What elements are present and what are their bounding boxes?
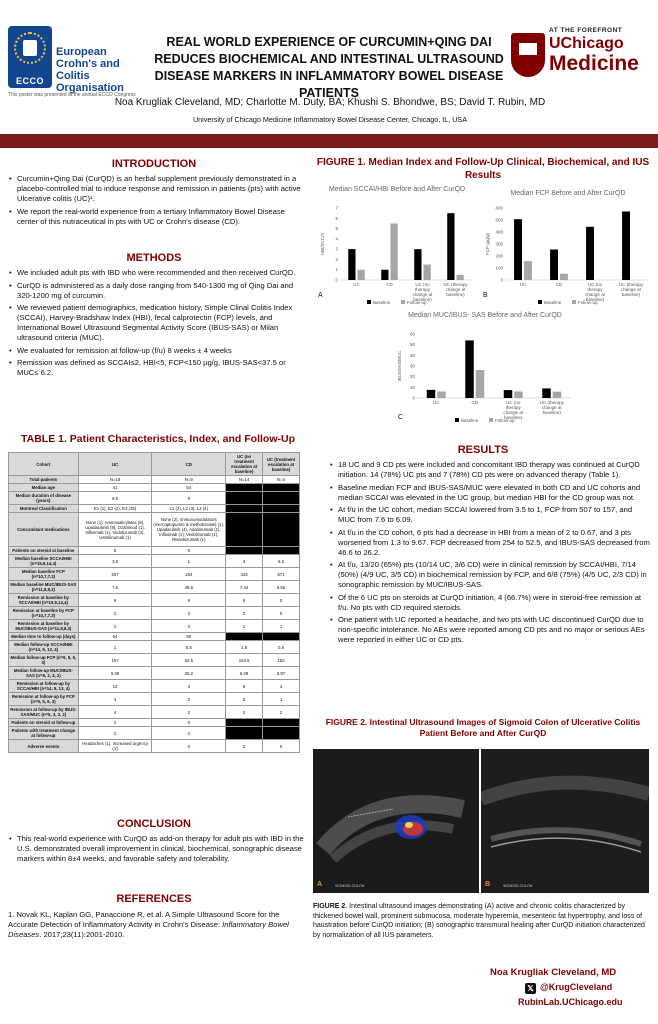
- x-tick-label: therapy: [587, 287, 603, 292]
- uc-name: UChicago: [549, 35, 624, 52]
- table-cell: 2: [226, 740, 263, 753]
- legend-label: Baseline: [461, 418, 479, 423]
- table-cell: [263, 492, 300, 505]
- table-row: [9, 581, 300, 594]
- table-cell: 3: [226, 693, 263, 706]
- row-label: Total patients: [9, 476, 79, 484]
- table-cell: 0: [152, 740, 226, 753]
- table-cell: 5.5: [152, 641, 226, 654]
- conclusion-list: [8, 834, 308, 867]
- table-cell: 5.97: [263, 667, 300, 680]
- row-label: Median baseline FCP (n=10,7,7,3): [9, 568, 79, 581]
- row-label: Patients on steroid at follow-up: [9, 719, 79, 727]
- x-tick-label: change at: [621, 287, 641, 292]
- y-tick-label: 0: [500, 277, 503, 283]
- bar-baseline: [447, 213, 454, 280]
- table-cell: 6: [226, 594, 263, 607]
- table-cell: 0.5: [263, 641, 300, 654]
- y-tick-label: 10: [409, 384, 415, 390]
- y-tick-label: 60: [409, 331, 415, 337]
- table-cell: N=18: [78, 476, 152, 484]
- x-tick-label: CD: [386, 282, 393, 287]
- table-cell: [263, 727, 300, 740]
- list-item: • Remission was defined as SCCAI≤2, HBI<5, FCP<150 µg/g, IBUS-SAS<37.5 or MUC≤ 6.2.: [8, 358, 308, 378]
- list-item: • We evaluated for remission at follow-up (f/u) 8 weeks ± 4 weeks: [8, 346, 308, 356]
- x-tick-label: baseline): [504, 415, 523, 420]
- table-row: [9, 594, 300, 607]
- table-cell: 1: [78, 641, 152, 654]
- row-label: Adverse events: [9, 740, 79, 753]
- row-label: Median follow-up SCCAI/HBI (n=14, 9, 13, 4): [9, 641, 79, 654]
- row-label: Remission at baseline by SCCAI/HBI (n=15,9,14,4): [9, 594, 79, 607]
- y-tick-label: 0: [412, 395, 415, 401]
- table-row: [9, 484, 300, 492]
- table-cell: 152: [263, 654, 300, 667]
- table-cell: 4: [263, 680, 300, 693]
- list-item: • Baseline median FCP and IBUS-SAS/MUC were elevated in both CD and UC cohorts and median SCCAI was elevated in the UC group, but median HBI for the CD group was not.: [329, 483, 651, 503]
- table-cell: 3.5: [78, 555, 152, 568]
- bar-baseline: [504, 390, 512, 398]
- x-tick-label: UC (no: [587, 282, 603, 287]
- contact-name: Noa Krugliak Cleveland, MD: [490, 967, 617, 978]
- reference-end: . 2017;23(11):2001-2010.: [39, 930, 125, 939]
- table-row: [9, 555, 300, 568]
- table-row: [9, 492, 300, 505]
- row-label: Remission at follow-up by SCCAI/HBI (n=14, 9, 13, 4): [9, 680, 79, 693]
- row-label: Median age: [9, 484, 79, 492]
- y-tick-label: 40: [409, 352, 415, 358]
- chart-a-title: Median SCCAI/HBI Before and After CurQD: [328, 186, 466, 193]
- bar-follow-up: [560, 274, 568, 280]
- legend-swatch: [489, 418, 493, 422]
- y-tick-label: 50: [409, 342, 415, 348]
- legend-swatch: [401, 300, 405, 304]
- table-row: [9, 641, 300, 654]
- legend-label: Baseline: [544, 300, 562, 305]
- table-cell: 1.5: [226, 641, 263, 654]
- y-tick-label: 20: [409, 374, 415, 380]
- x-tick-label: UC (therapy: [443, 282, 468, 287]
- table-cell: 0: [263, 740, 300, 753]
- table-cell: 507: [78, 568, 152, 581]
- legend-label: Baseline: [373, 300, 391, 305]
- table-row: [9, 740, 300, 753]
- bar-follow-up: [524, 261, 532, 280]
- table-cell: 50: [152, 633, 226, 641]
- bar-follow-up: [358, 270, 365, 280]
- caption-bold: FIGURE 2: [313, 903, 346, 910]
- ecco-short: ECCO: [15, 76, 44, 86]
- y-tick-label: 600: [495, 205, 503, 211]
- row-label: Median follow-up FCP (n=9, 5, 6, 3): [10, 655, 77, 665]
- y-axis-label: FCP (µg/g): [485, 232, 490, 256]
- y-tick-label: 30: [409, 363, 415, 369]
- reference-item: [8, 910, 308, 940]
- table-cell: [263, 633, 300, 641]
- table-cell: 2: [226, 607, 263, 620]
- us-label-b: SIGMOID COLON: [503, 884, 533, 888]
- legend-swatch: [455, 418, 459, 422]
- contact-url[interactable]: RubinLab.UChicago.edu: [518, 997, 623, 1007]
- y-tick-label: 400: [495, 229, 503, 235]
- table-cell: 1: [263, 693, 300, 706]
- x-tick-label: UC (no: [506, 400, 521, 405]
- list-item: • One patient with UC reported a headache, and two pts with UC discontinued CurQD due to non-specific intolerance. No AEs were reported among CD pts and no major or serious AEs were reported in either UC or CD pts.: [329, 615, 651, 645]
- x-tick-label: CD: [471, 400, 478, 405]
- table-row: [9, 476, 300, 484]
- y-axis-label: IBUSSAS/MUC: [397, 350, 402, 382]
- table-cell: E1 (1), E2 (2), E3 (15): [78, 505, 152, 513]
- label-a: A: [317, 881, 323, 888]
- table-cell: [263, 719, 300, 727]
- bar-baseline: [465, 340, 473, 398]
- x-tick-label: UC: [353, 282, 360, 287]
- table1-heading: TABLE 1. Patient Characteristics, Index, and Follow-Up: [20, 433, 296, 445]
- table-cell: 3: [226, 555, 263, 568]
- legend-label: Follow-up: [495, 418, 515, 423]
- figure2-caption: [313, 902, 653, 940]
- table-cell: [263, 513, 300, 547]
- chart-b-title: Median FCP Before and After CurQD: [510, 190, 626, 197]
- table-cell: 6: [78, 594, 152, 607]
- table-cell: 2: [226, 706, 263, 719]
- bar-baseline: [542, 388, 550, 398]
- ecco-name: European Crohn's and Colitis Organisation: [56, 46, 124, 94]
- table-cell: None (1), Aminosalicylates (8), Upadacitinib (8), Ozanimod (1), Infliximab (1), Vedolizumab (3), Ustekinumab (1): [78, 513, 152, 547]
- table-cell: [263, 484, 300, 492]
- table-cell: 0: [263, 594, 300, 607]
- intro-list: [8, 174, 308, 229]
- x-tick-label: baseline): [413, 297, 432, 302]
- table-row: [9, 633, 300, 641]
- x-logo-icon: 𝕏: [525, 983, 536, 994]
- bar-follow-up: [424, 265, 431, 280]
- y-tick-label: 3: [335, 246, 338, 252]
- table-cell: 46.6: [152, 581, 226, 594]
- bar-follow-up: [514, 392, 522, 398]
- table-cell: 2: [152, 727, 226, 740]
- table-cell: 2: [78, 719, 152, 727]
- row-label: Median time to follow-up (days): [9, 633, 79, 641]
- table-cell: 2: [78, 727, 152, 740]
- chart-c-svg: [395, 330, 575, 426]
- y-axis-label: HBI/SCCAI: [320, 232, 325, 256]
- table-row: [9, 706, 300, 719]
- table-cell: 3: [152, 620, 226, 633]
- table-cell: L1 (2), L2 (3), L3 (4): [152, 505, 226, 513]
- table-row: [9, 654, 300, 667]
- table-cell: 0: [152, 547, 226, 555]
- table-cell: 54: [78, 633, 152, 641]
- chart-c: [395, 312, 575, 424]
- table-cell: 54: [152, 484, 226, 492]
- table-cell: [226, 633, 263, 641]
- table-cell: 6: [152, 594, 226, 607]
- table-cell: None (2), Immunomodulators (mercaptopurine & methotrexate) (1), Upadacitinib (4), Adalimumab (1), Infliximab (1), Vedolizumab (1), Risankizumab (1): [152, 513, 226, 547]
- list-item: • At f/u in the CD cohort, 6 pts had a decrease in HBI from a mean of 2 to 0.67, and 3 pts worsened from 1.3 to 9.67. FCP decreased from 254 to 52.5, and IBUS-SAS decreased from 46.6 to 26.2.: [329, 528, 651, 558]
- x-tick-label: baseline): [621, 292, 641, 297]
- x-tick-label: UC (therapy: [539, 400, 564, 405]
- table-row: [9, 513, 300, 547]
- list-item: • We reviewed patient demographics, medication history, Simple Clinal Colitis Index (SCCAI), Harvey-Bradshaw Index (HBI), fecal calprotectin (FCP) levels, and International Bowel Ultrasound Segmental Activity Score (IBUS-SAS) or Milan ultrasound criteria (MUC).: [8, 303, 308, 343]
- references-heading: REFERENCES: [116, 893, 192, 905]
- uc-tagline: AT THE FOREFRONT: [549, 27, 623, 34]
- chart-b-svg: [483, 204, 653, 308]
- table-cell: 6: [78, 547, 152, 555]
- table-cell: 52.5: [152, 654, 226, 667]
- table-row: [9, 727, 300, 740]
- y-tick-label: 200: [495, 253, 503, 259]
- bar-baseline: [427, 390, 435, 398]
- list-item: • Of the 6 UC pts on steroids at CurQD initiation, 4 (66.7%) were in steroid-free remission at f/u. No pts with CD required steroids.: [329, 593, 651, 613]
- table-cell: [226, 547, 263, 555]
- x-tick-label: change at: [585, 292, 605, 297]
- row-label: Patients on steroid at baseline: [9, 547, 79, 555]
- y-tick-label: 0: [335, 277, 338, 283]
- table-cell: N=9: [152, 476, 226, 484]
- table-cell: 9: [226, 680, 263, 693]
- table-cell: [226, 505, 263, 513]
- table-cell: 4: [78, 693, 152, 706]
- authors: Noa Krugliak Cleveland, MD; Charlotte M. Duty, BA; Khushi S. Bhondwe, BS; David T. Rubin, MD: [114, 97, 546, 108]
- chart-c-title: Median MUC/IBUS- SAS Before and After CurQD: [408, 312, 562, 319]
- table-cell: 2: [78, 607, 152, 620]
- list-item: • We included adult pts with IBD who were recommended and then received CurQD.: [8, 268, 308, 278]
- y-tick-label: 500: [495, 217, 503, 223]
- row-label: Median baseline SCCAI/HBI (n=15,9,14,4): [9, 555, 79, 568]
- table-cell: 2: [152, 706, 226, 719]
- list-item: • We report the real-world experience from a tertiary Inflammatory Bowel Disease center of this nutraceutical in pts with UC or Crohn's disease (CD).: [8, 207, 308, 227]
- table-cell: 9: [152, 492, 226, 505]
- table-header-cell: UC (no treatment escalation at baseline): [226, 453, 263, 476]
- table-cell: 3: [152, 680, 226, 693]
- table-cell: [226, 492, 263, 505]
- bar-follow-up: [553, 392, 561, 398]
- table-header-cell: Cohort: [9, 453, 79, 476]
- bar-baseline: [414, 249, 421, 280]
- bar-baseline: [622, 211, 630, 280]
- institution: University of Chicago Medicine Inflammatory Bowel Disease Center, Chicago, IL, USA: [192, 115, 468, 124]
- poster-title: REAL WORLD EXPERIENCE OF CURCUMIN+QING DAI REDUCES BIOCHEMICAL AND INTESTINAL ULTRASOUND DISEASE MARKERS IN INFLAMMATORY BOWEL DISEASE PATIENTS: [154, 35, 504, 100]
- row-label: Median follow-up MUC/IBUS-SAS (n=5, 2, 3, 2): [9, 667, 79, 680]
- ultrasound-image-after: [481, 749, 649, 893]
- row-label: Remission at follow-up by IBUS-SAS/MUC (n=5, 3, 3, 2): [10, 707, 77, 717]
- bar-baseline: [514, 219, 522, 280]
- table-cell: 3: [152, 693, 226, 706]
- row-label: Median baseline MUC/IBUS-SAS (n=11,8,8,3): [10, 582, 77, 592]
- table-row: [9, 607, 300, 620]
- panel-c-label: C: [398, 414, 404, 421]
- x-tick-label: CD: [555, 282, 563, 287]
- figure1-heading: FIGURE 1. Median Index and Follow-Up Clinical, Biochemical, and IUS Results: [316, 157, 650, 181]
- bar-follow-up: [437, 392, 445, 398]
- x-tick-label: baseline): [446, 292, 465, 297]
- legend-swatch: [538, 300, 542, 304]
- results-heading: RESULTS: [457, 444, 509, 456]
- bar-baseline: [381, 270, 388, 280]
- table-cell: 571: [263, 568, 300, 581]
- row-label: Montreal Classification: [9, 505, 79, 513]
- table-cell: 163.5: [226, 654, 263, 667]
- x-tick-label: therapy: [414, 287, 431, 292]
- bar-baseline: [586, 227, 594, 280]
- table-cell: [226, 484, 263, 492]
- legend-swatch: [572, 300, 576, 304]
- bar-follow-up: [476, 370, 484, 398]
- table-cell: 1: [226, 620, 263, 633]
- header-divider: [0, 134, 658, 148]
- table-row: [9, 680, 300, 693]
- table-cell: N=14: [226, 476, 263, 484]
- row-label: Remission at baseline by FCP (n=10,7,7,3): [9, 607, 79, 620]
- table-row: [9, 667, 300, 680]
- y-tick-label: 1: [335, 267, 338, 273]
- y-tick-label: 7: [335, 205, 338, 211]
- y-tick-label: 300: [495, 241, 503, 247]
- ultrasound-a-graphic: [313, 749, 479, 893]
- ultrasound-image-before: [313, 749, 479, 893]
- table-cell: [263, 547, 300, 555]
- table-cell: 5.65: [263, 581, 300, 594]
- list-item: • Curcumin+Qing Dai (CurQD) is an herbal supplement previously demonstrated in a placebo-controlled trial to induce response and remission in patients (pts) with active Ulcerative colitis (UC)¹.: [8, 174, 308, 204]
- uchicago-logo: [511, 27, 653, 85]
- table-cell: 6.09: [78, 667, 152, 680]
- table-cell: Headaches (1), Increased urgency (1): [78, 740, 152, 753]
- table-cell: 41: [78, 484, 152, 492]
- table-cell: 2: [78, 620, 152, 633]
- table-cell: 1: [263, 620, 300, 633]
- x-tick-label: change at: [412, 292, 433, 297]
- reference-text: 1. Novak KL, Kaplan GG, Panaccione R, et al. A Simple Ultrasound Score for the Accurate Detection of Inflammatory Activity in Crohn's Disease:: [8, 910, 280, 929]
- x-tick-label: change at: [541, 405, 562, 410]
- ecco-logo: [8, 26, 140, 98]
- chart-a: [318, 186, 476, 306]
- table-cell: 1: [152, 555, 226, 568]
- uc-medicine: Medicine: [549, 52, 639, 75]
- bar-baseline: [550, 250, 558, 280]
- x-tick-label: change at: [503, 410, 524, 415]
- table-cell: 6.5: [263, 555, 300, 568]
- chart-a-svg: [318, 204, 476, 308]
- legend-swatch: [367, 300, 371, 304]
- ecco-note: This poster was presented at the annual ECCO Congress: [8, 92, 136, 98]
- list-item: • This real-world experience with CurQD as add-on therapy for adult pts with IBD in the U.S. demonstrated overall improvement in clinical, biochemical, sonographic disease markers within 8±4 weeks, and favorable safety and tolerability.: [8, 834, 308, 864]
- panel-a-label: A: [318, 292, 323, 299]
- table-header-cell: UC: [78, 453, 152, 476]
- table-row: [9, 620, 300, 633]
- table-cell: 26.2: [152, 667, 226, 680]
- conclusion-heading: CONCLUSION: [117, 818, 191, 830]
- table-row: [9, 547, 300, 555]
- x-tick-label: UC: [433, 400, 440, 405]
- row-label: Concomitant medications: [9, 513, 79, 547]
- table-cell: 6.09: [226, 667, 263, 680]
- methods-list: [8, 268, 308, 381]
- ultrasound-b-graphic: [481, 749, 649, 893]
- caption-text: . Intestinal ultrasound images demonstrating (A) active and chronic colitis characterized by thickened bowel wall, prominent submucosa, moderate hyperemia, mesenteric fat hypertrophy, and loss of haustration before CurQD initiation; (B) sonographic transmural healing after CurQD initiation characterized by normalization of all IUS parameters.: [313, 903, 645, 939]
- x-tick-label: baseline): [585, 297, 605, 302]
- intro-heading: INTRODUCTION: [111, 158, 197, 170]
- table-cell: 0: [263, 607, 300, 620]
- legend-label: Follow-up: [578, 300, 598, 305]
- table-cell: 254: [152, 568, 226, 581]
- table-row: [9, 568, 300, 581]
- table-cell: N=4: [263, 476, 300, 484]
- list-item: • At f/u in the UC cohort, median SCCAI lowered from 3.5 to 1, FCP from 507 to 157, and MUC from 7.6 to 6.09.: [329, 505, 651, 525]
- ecco-mark-icon: [8, 26, 52, 88]
- patient-table: [8, 452, 300, 753]
- table-cell: [226, 513, 263, 547]
- us-label-a: SIGMOID COLON: [335, 884, 365, 888]
- x-tick-label: UC (therapy: [618, 282, 644, 287]
- x-tick-label: baseline): [542, 410, 561, 415]
- x-tick-label: change at: [445, 287, 466, 292]
- table-header-cell: UC (treatment escalation at baseline): [263, 453, 300, 476]
- row-label: Remission at baseline by MUC/IBUS-SAS (n=11,8,8,3): [9, 620, 79, 633]
- figure2-heading: FIGURE 2. Intestinal Ultrasound Images of Sigmoid Colon of Ulcerative Colitis Patient Before and After CurQD: [325, 717, 641, 738]
- chart-b: [483, 186, 653, 306]
- table-row: [9, 719, 300, 727]
- row-label: Median duration of disease (years): [9, 492, 79, 505]
- table-cell: 7.44: [226, 581, 263, 594]
- y-tick-label: 100: [495, 265, 503, 271]
- methods-heading: METHODS: [126, 252, 182, 264]
- table-cell: 2: [263, 706, 300, 719]
- table-cell: 157: [78, 654, 152, 667]
- x-tick-label: UC: [519, 282, 527, 287]
- y-tick-label: 2: [335, 256, 338, 262]
- table-cell: 443: [226, 568, 263, 581]
- table-cell: [226, 727, 263, 740]
- table-cell: [263, 505, 300, 513]
- table-header-cell: CD: [152, 453, 226, 476]
- table-row: [9, 693, 300, 706]
- list-item: • CurQD is administered as a daily dose ranging from 540-1300 mg of Qing Dai and 320-1200 mg of curcumin.: [8, 281, 308, 301]
- list-item: • 18 UC and 9 CD pts were included and concomitant IBD therapy was continued at CurQD initiation. 14 (78%) UC pts and 7 (78%) CD pts were on advanced therapy (Table 1).: [329, 460, 651, 480]
- table-cell: 13: [78, 680, 152, 693]
- row-label: Remission at follow-up by FCP (n=9, 5, 6, 3): [9, 693, 79, 706]
- shield-icon: [511, 33, 545, 77]
- contact-handle[interactable]: @KrugCleveland: [540, 982, 613, 992]
- table-cell: 7.6: [78, 581, 152, 594]
- y-tick-label: 6: [335, 215, 338, 221]
- table-cell: [226, 719, 263, 727]
- reference-journal: Inflammatory Bowel Diseases: [8, 920, 289, 939]
- panel-b-label: B: [483, 292, 488, 299]
- table-row: [9, 505, 300, 513]
- y-tick-label: 5: [335, 226, 338, 232]
- list-item: • At f/u, 13/20 (65%) pts (10/14 UC, 3/6 CD) were in clinical remission by SCCAI/HBI, 7/14 (50%) (4/9 UC, 3/5 CD) in biochemical remission by FCP, and 6/8 (75%) (4/5 UC, 2/3 CD) in sonographic remission by MUC/IBUS-SAS.: [329, 560, 651, 590]
- table-cell: 9.5: [78, 492, 152, 505]
- bar-baseline: [348, 249, 355, 280]
- legend-label: Follow-up: [407, 300, 427, 305]
- x-tick-label: UC (no: [415, 282, 430, 287]
- table-cell: 3: [152, 607, 226, 620]
- row-label: Patients with treatment change at follow-up: [9, 727, 79, 740]
- table-cell: 0: [152, 719, 226, 727]
- results-list: [329, 460, 651, 648]
- y-tick-label: 4: [335, 236, 338, 242]
- bar-follow-up: [391, 223, 398, 280]
- x-tick-label: therapy: [505, 405, 521, 410]
- label-b: B: [485, 881, 491, 888]
- bar-follow-up: [457, 275, 464, 280]
- table-cell: 4: [78, 706, 152, 719]
